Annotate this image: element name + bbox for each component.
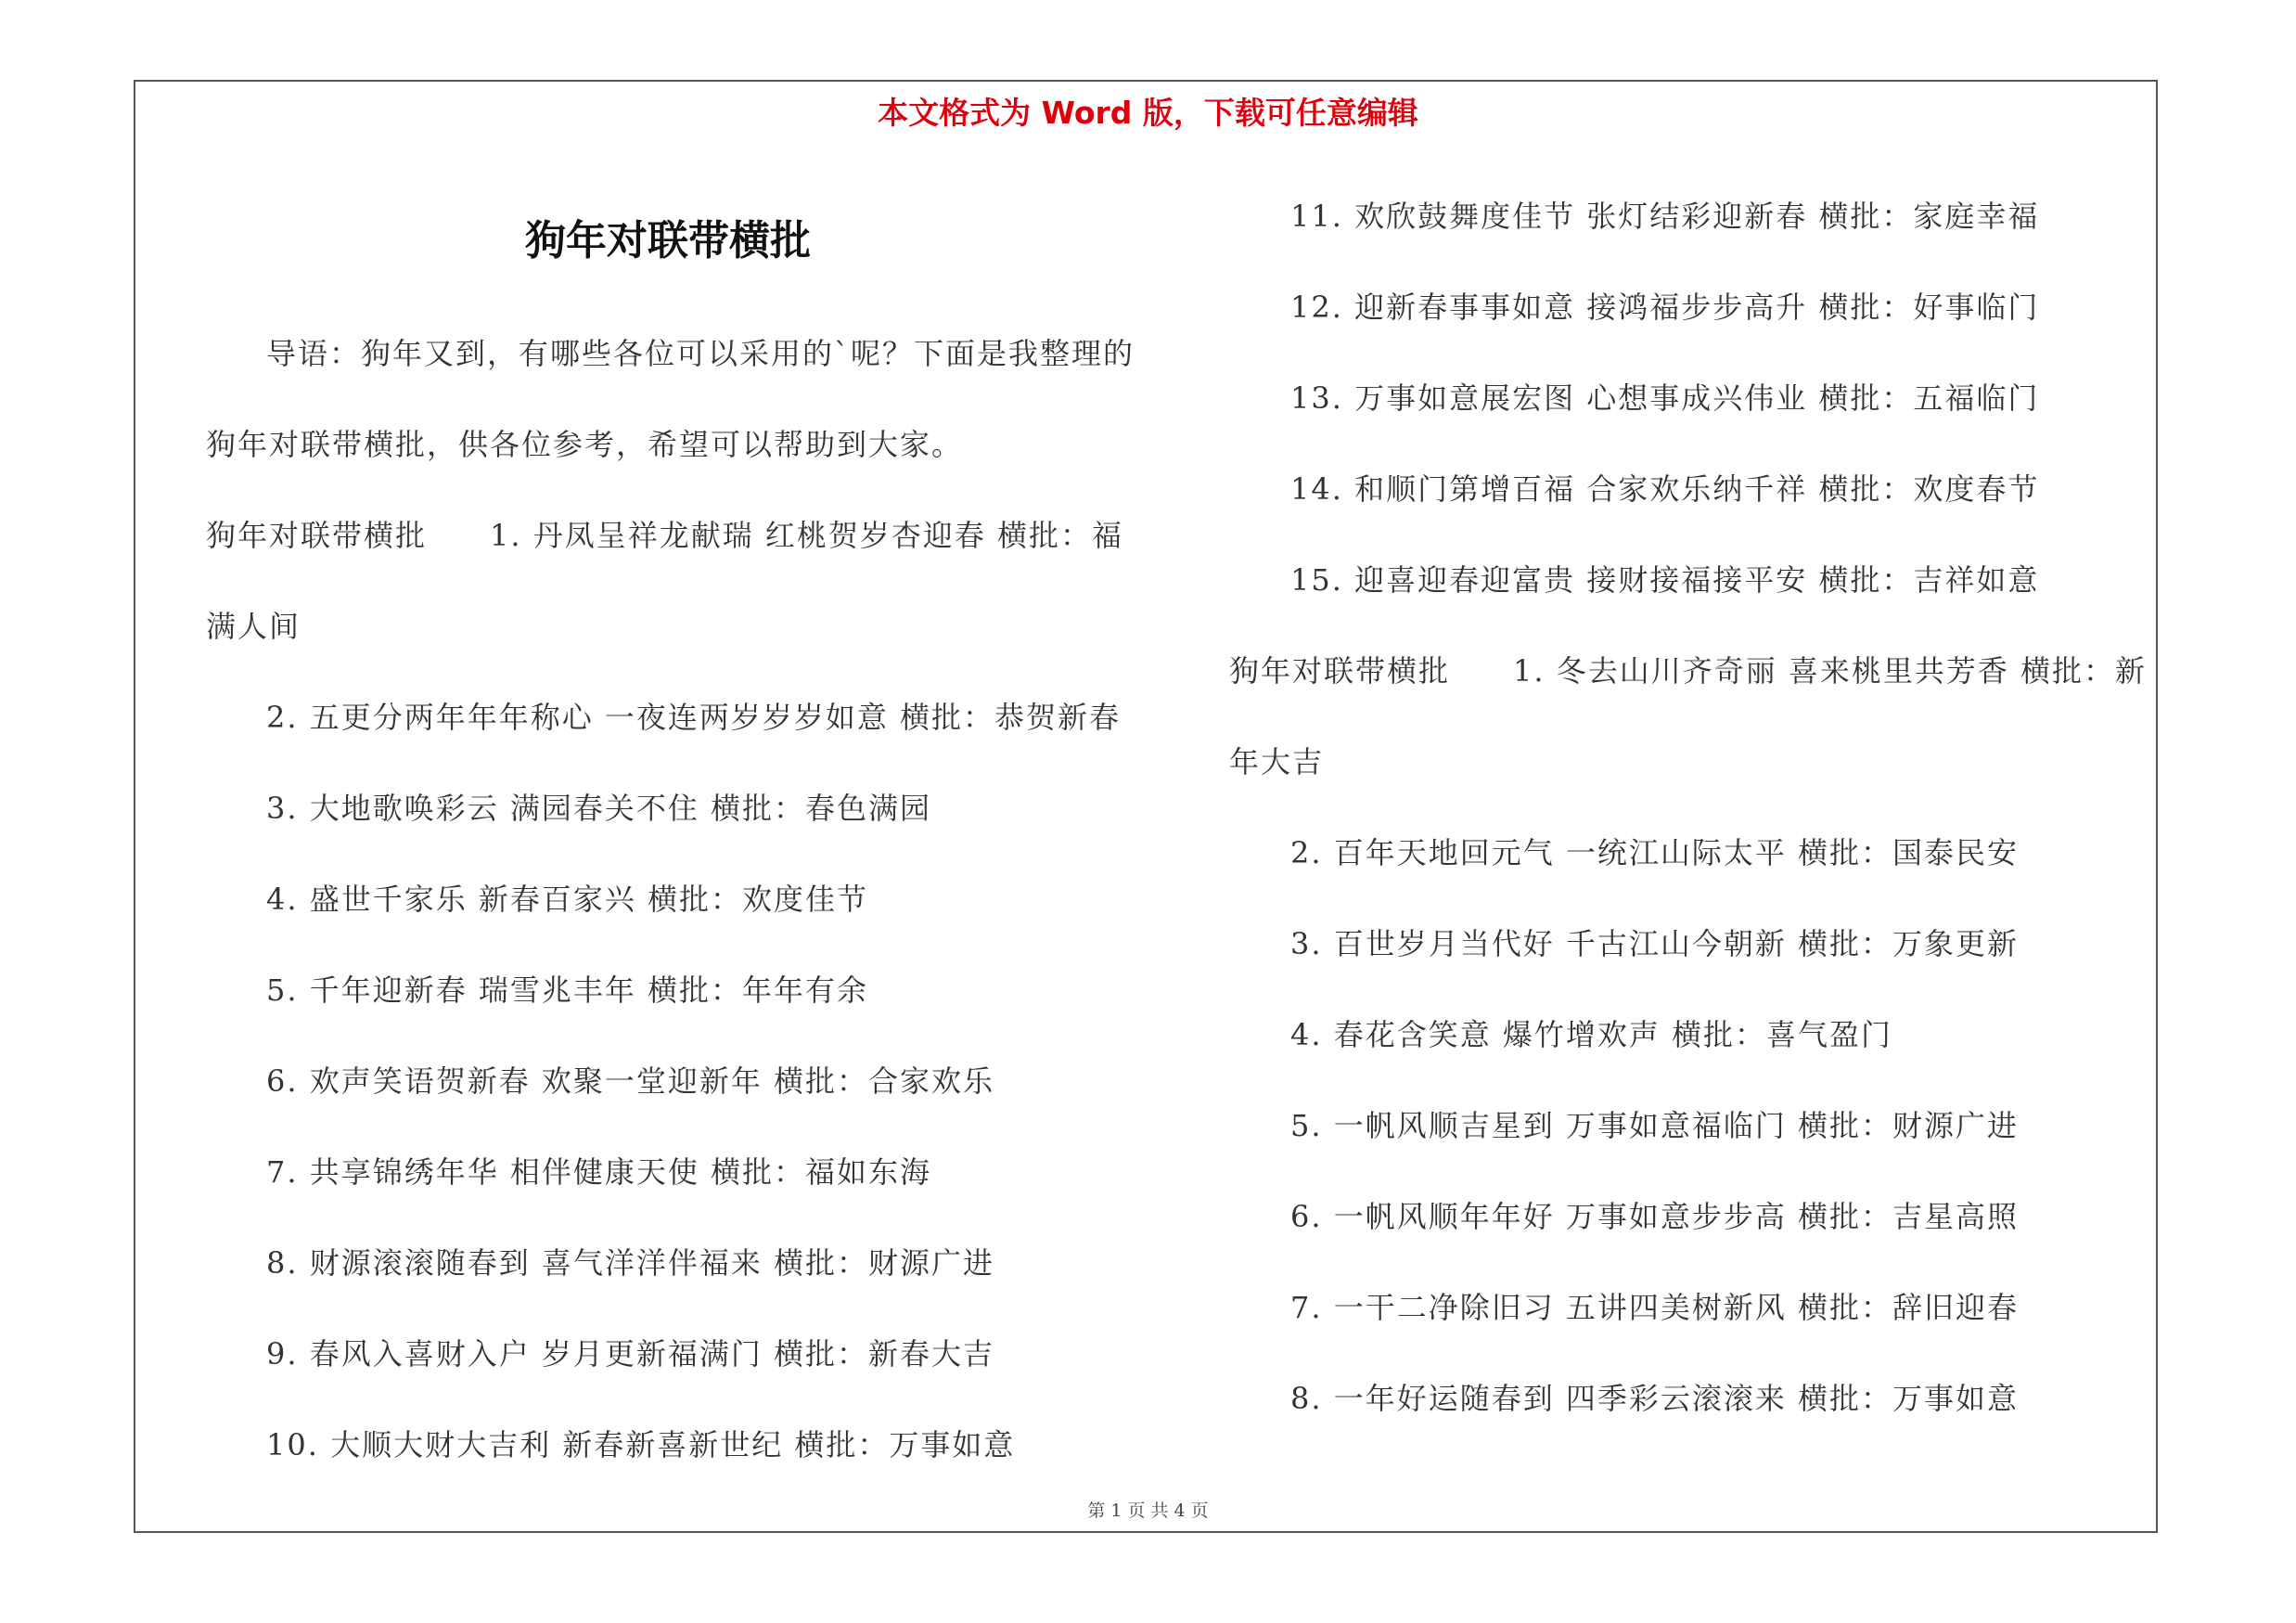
section-1-heading-line: 狗年对联带横批 1. 丹凤呈祥龙献瑞 红桃贺岁杏迎春 横批：福 — [206, 518, 1124, 553]
couplet-left-7: 7. 共享锦绣年华 相伴健康天使 横批：福如东海 — [266, 1154, 932, 1190]
section-2-heading-wrap: 年大吉 — [1229, 744, 1325, 779]
intro-line-1: 导语：狗年又到，有哪些各位可以采用的`呢？下面是我整理的 — [266, 336, 1135, 371]
couplet-left-6: 6. 欢声笑语贺新春 欢聚一堂迎新年 横批：合家欢乐 — [266, 1063, 995, 1099]
couplet-left-8: 8. 财源滚滚随春到 喜气洋洋伴福来 横批：财源广进 — [266, 1245, 995, 1281]
section-1-heading-wrap: 满人间 — [206, 609, 301, 644]
couplet-right-2: 2. 百年天地回元气 一统江山际太平 横批：国泰民安 — [1290, 835, 2020, 870]
intro-line-2: 狗年对联带横批，供各位参考，希望可以帮助到大家。 — [206, 427, 964, 462]
section-2-heading-line: 狗年对联带横批 1. 冬去山川齐奇丽 喜来桃里共芳香 横批：新 — [1229, 653, 2148, 689]
couplet-right-4: 4. 春花含笑意 爆竹增欢声 横批：喜气盈门 — [1290, 1017, 1893, 1052]
couplet-right-6: 6. 一帆风顺年年好 万事如意步步高 横批：吉星高照 — [1290, 1199, 2020, 1234]
couplet-left-2: 2. 五更分两年年年称心 一夜连两岁岁岁如意 横批：恭贺新春 — [266, 700, 1122, 735]
couplet-left-5: 5. 千年迎新春 瑞雪兆丰年 横批：年年有余 — [266, 973, 869, 1008]
couplet-right-14: 14. 和顺门第增百福 合家欢乐纳千祥 横批：欢度春节 — [1290, 471, 2040, 507]
couplet-right-7: 7. 一干二净除旧习 五讲四美树新风 横批：辞旧迎春 — [1290, 1290, 2020, 1325]
couplet-left-3: 3. 大地歌唤彩云 满园春关不住 横批：春色满园 — [266, 791, 932, 826]
couplet-left-10: 10. 大顺大财大吉利 新春新喜新世纪 横批：万事如意 — [266, 1427, 1016, 1462]
couplet-left-9: 9. 春风入喜财入户 岁月更新福满门 横批：新春大吉 — [266, 1336, 995, 1372]
document-title: 狗年对联带横批 — [525, 217, 811, 264]
couplet-left-4: 4. 盛世千家乐 新春百家兴 横批：欢度佳节 — [266, 882, 869, 917]
couplet-right-15: 15. 迎喜迎春迎富贵 接财接福接平安 横批：吉祥如意 — [1290, 562, 2040, 598]
format-banner: 本文格式为 Word 版，下载可任意编辑 — [878, 95, 1418, 131]
couplet-right-5: 5. 一帆风顺吉星到 万事如意福临门 横批：财源广进 — [1290, 1108, 2020, 1143]
couplet-right-3: 3. 百世岁月当代好 千古江山今朝新 横批：万象更新 — [1290, 926, 2020, 961]
couplet-right-12: 12. 迎新春事事如意 接鸿福步步高升 横批：好事临门 — [1290, 290, 2040, 325]
couplet-right-13: 13. 万事如意展宏图 心想事成兴伟业 横批：五福临门 — [1290, 380, 2040, 416]
couplet-right-8: 8. 一年好运随春到 四季彩云滚滚来 横批：万事如意 — [1290, 1381, 2020, 1416]
page-number: 第 1 页 共 4 页 — [1087, 1501, 1209, 1521]
couplet-right-11: 11. 欢欣鼓舞度佳节 张灯结彩迎新春 横批：家庭幸福 — [1290, 199, 2040, 234]
